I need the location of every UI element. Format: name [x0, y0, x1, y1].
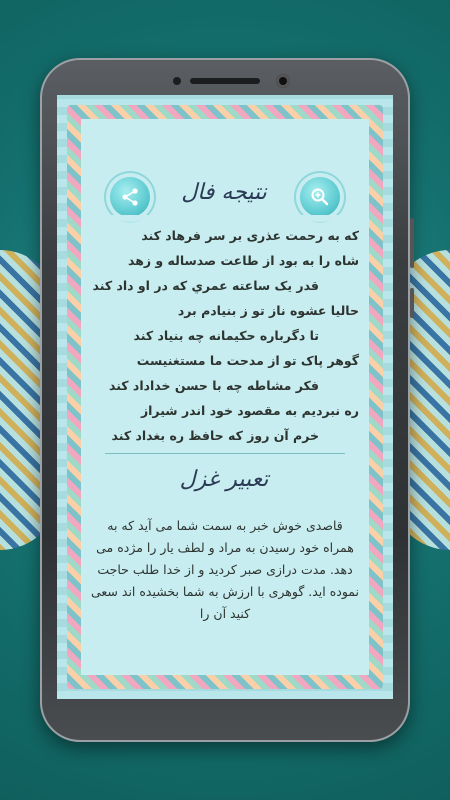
share-button[interactable]: [110, 177, 150, 217]
verse-line: شاه را به بود از طاعت صدساله و زهد: [127, 253, 359, 268]
poem-verses: [91, 223, 359, 448]
zoom-in-icon: [310, 187, 330, 207]
zoom-button[interactable]: [300, 177, 340, 217]
verse-line: که به رحمت عذری بر سر فرهاد کند: [141, 228, 359, 243]
verse-line: خرم آن روز كه حافظ ره بغداد كند: [111, 428, 319, 443]
verse-line: حاليا عشوه ناز تو ز بنيادم برد: [177, 303, 359, 318]
verse-line: ره نبرديم به مقصود خود اندر شيراز: [140, 403, 359, 418]
share-icon: [120, 187, 140, 207]
page-title: نتیجه فال: [181, 180, 267, 205]
phone-volume-button: [410, 218, 414, 268]
phone-power-button: [410, 288, 414, 318]
section-title: تعبیر غزل: [179, 467, 269, 492]
interpretation-text: قاصدی خوش خبر به سمت شما می آید که به همراه خود رسیدن به مراد و لطف یار را مژده می دهد. مدت درازی صبر کردید و از خدا طلب حاجت نموده اید. گوهری با ارزش به شما بخشیده اند سعی کنید آن را: [90, 518, 359, 621]
scroll-fade: [91, 215, 359, 227]
app-screen: [57, 95, 393, 699]
verse-line: فکر مشاطه چه با حسن خداداد کند: [108, 378, 319, 393]
phone-sensor: [173, 77, 181, 85]
verse-line: گوهر پاک تو از مدحت ما مستغنیست: [136, 353, 359, 368]
phone-speaker: [190, 78, 260, 84]
verse-line: قدر یک ساعته عمري که در او داد کند: [92, 278, 319, 293]
section-divider: [105, 453, 345, 454]
verse-line: تا دگرباره حكيمانه چه بنياد كند: [133, 328, 319, 343]
phone-camera: [276, 74, 290, 88]
